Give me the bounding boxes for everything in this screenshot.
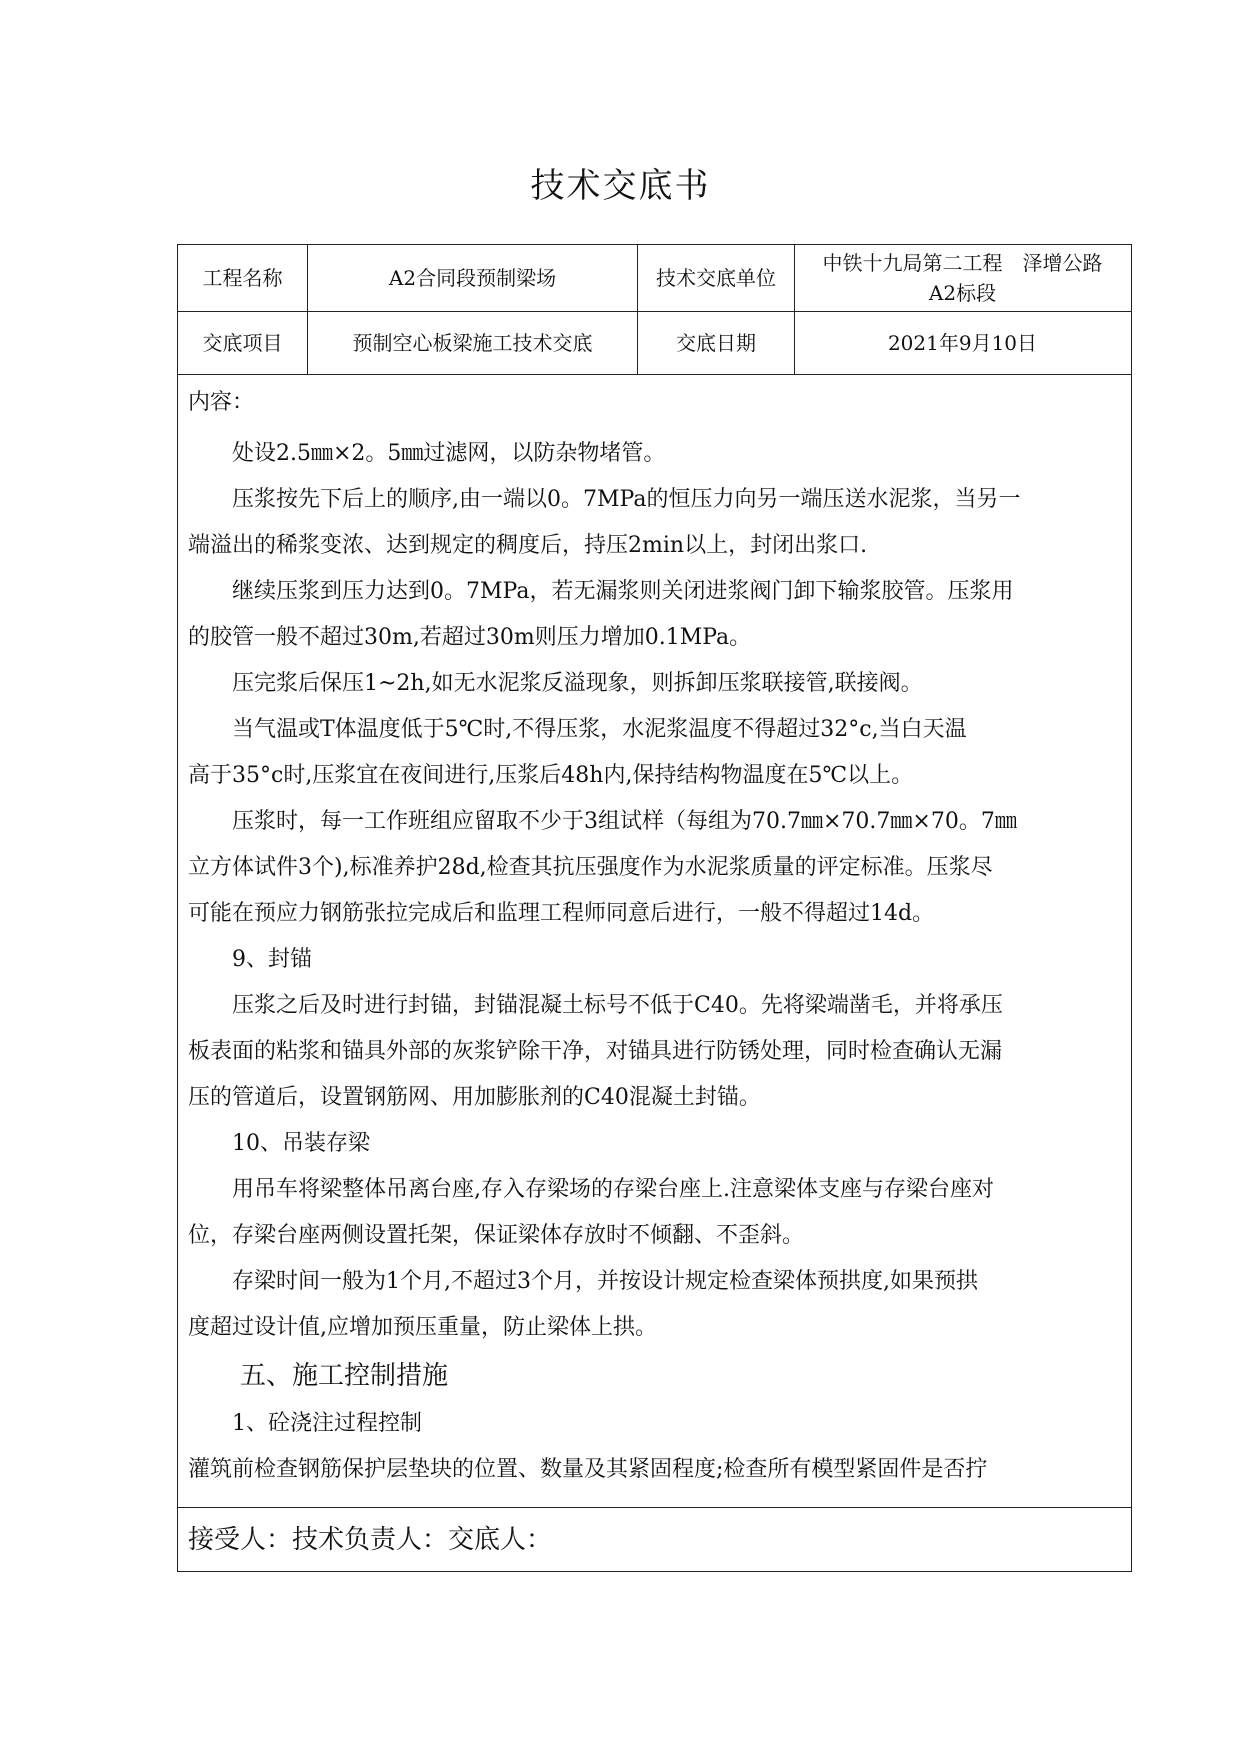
page-title: 技术交底书 (530, 166, 711, 206)
content-line: 端溢出的稀浆变浓、达到规定的稠度后，持压2min以上，封闭出浆口. (188, 533, 868, 558)
content-line: 压完浆后保压1~2h,如无水泥浆反溢现象，则拆卸压浆联接管,联接阀。 (188, 671, 923, 696)
header-row-2 (178, 312, 1131, 375)
content-line: 压的管道后，设置钢筋网、用加膨胀剂的C40混凝土封锚。 (188, 1085, 761, 1110)
content-area (188, 375, 1123, 1482)
content-line: 立方体试件3个),标准养护28d,检查其抗压强度作为水泥浆质量的评定标准。压浆尽 (188, 855, 993, 880)
content-lines (188, 431, 1123, 1351)
content-line: 9、封锚 (188, 947, 312, 972)
content-line: 压浆按先下后上的顺序,由一端以0。7MPa的恒压力向另一端压送水泥浆，当另一 (188, 487, 1021, 512)
signature-row: 接受人：技术负责人：交底人： (178, 1507, 1131, 1571)
content-line: 可能在预应力钢筋张拉完成后和监理工程师同意后进行，一般不得超过14d。 (188, 901, 935, 926)
project-name-label: 工程名称 (178, 245, 308, 311)
project-name-value: A2合同段预制梁场 (308, 245, 638, 311)
content-line: 高于35°c时,压浆宜在夜间进行,压浆后48h内,保持结构物温度在5℃以上。 (188, 763, 914, 788)
disclosure-table (177, 244, 1132, 1572)
content-line: 存梁时间一般为1个月,不超过3个月，并按设计规定检查梁体预拱度,如果预拱 (188, 1269, 978, 1294)
unit-value-line-1: 中铁十九局第二工程 泽增公路 (822, 251, 1103, 275)
content-line: 板表面的粘浆和锚具外部的灰浆铲除干净，对锚具进行防锈处理，同时检查确认无漏 (188, 1039, 1003, 1064)
content-line: 位，存梁台座两侧设置托架，保证梁体存放时不倾翻、不歪斜。 (188, 1223, 805, 1248)
unit-value (795, 245, 1130, 311)
date-label: 交底日期 (638, 312, 795, 374)
section-heading: 五、施工控制措施 (188, 1361, 449, 1391)
unit-label: 技术交底单位 (638, 245, 795, 311)
item-value: 预制空心板梁施工技术交底 (308, 312, 638, 374)
content-label: 内容： (188, 390, 255, 415)
content-last-line: 灌筑前检查钢筋保护层垫块的位置、数量及其紧固程度;检查所有模型紧固件是否拧 (188, 1457, 988, 1482)
date-value: 2021年9月10日 (887, 331, 1038, 355)
content-line: 的胶管一般不超过30m,若超过30m则压力增加0.1MPa。 (188, 625, 752, 650)
item-label: 交底项目 (178, 312, 308, 374)
content-line: 压浆之后及时进行封锚，封锚混凝土标号不低于C40。先将梁端凿毛，并将承压 (188, 993, 1003, 1018)
content-line: 处设2.5㎜×2。5㎜过滤网，以防杂物堵管。 (188, 441, 666, 466)
unit-value-line-2: A2标段 (928, 281, 997, 305)
content-line: 压浆时，每一工作班组应留取不少于3组试样（每组为70.7㎜×70.7㎜×70。7㎜ (188, 809, 1017, 834)
sub-heading: 1、砼浇注过程控制 (188, 1411, 422, 1436)
header-row-1 (178, 245, 1131, 312)
content-line: 当气温或T体温度低于5℃时,不得压浆，水泥浆温度不得超过32°c,当白天温 (188, 717, 967, 742)
content-line: 继续压浆到压力达到0。7MPa，若无漏浆则关闭进浆阀门卸下输浆胶管。压浆用 (188, 579, 1014, 604)
content-line: 用吊车将梁整体吊离台座,存入存梁场的存梁台座上.注意梁体支座与存梁台座对 (188, 1177, 994, 1202)
content-line: 10、吊装存梁 (188, 1131, 370, 1156)
content-line: 度超过设计值,应增加预压重量，防止梁体上拱。 (188, 1315, 657, 1340)
